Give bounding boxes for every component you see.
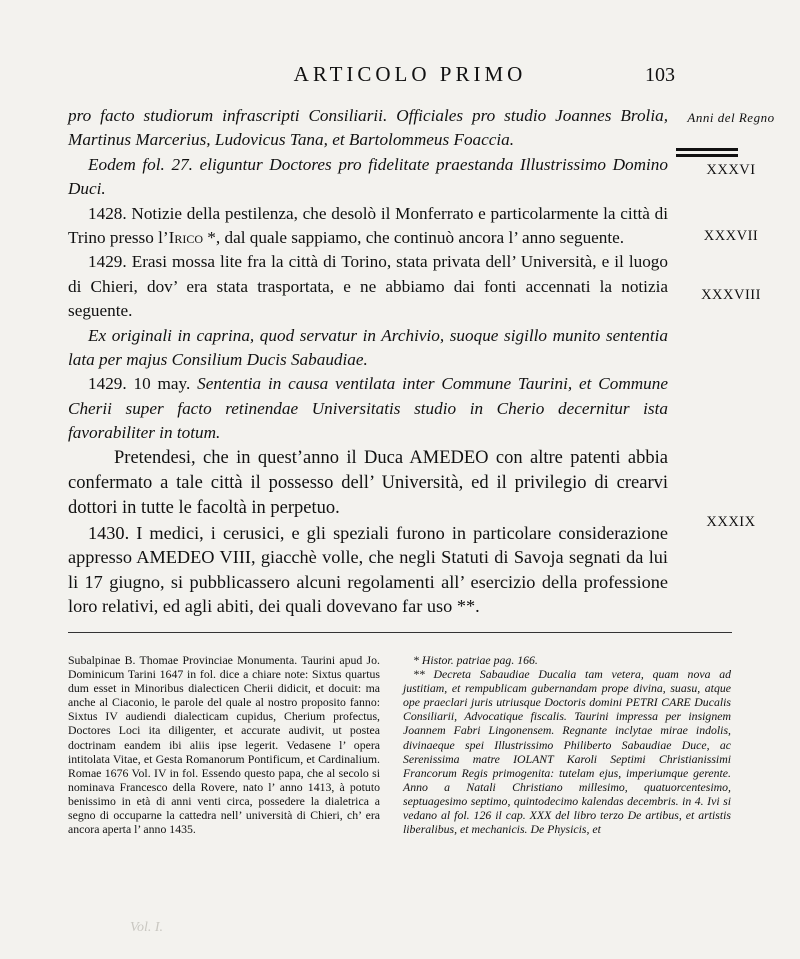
margin-rule — [676, 148, 738, 151]
paragraph-1430: 1430. I medici, i cerusici, e gli speziali furono in particolare considerazione appresso AMEDEO VIII, giacchè volle, che negli Statuti di Savoja segnati da lui li 17 giugno, si pubblicassero alcuni regolamenti all’ esercizio della professione loro relativi, ed agli abiti, dei quali dovevano far uso **. — [68, 522, 668, 617]
date-1429-may: 1429. 10 may. — [88, 374, 198, 394]
paragraph-pretendesi: Pretendesi, che in quest’anno il Duca AMEDEO con altre patenti abbia confermato a tale città il possesso dell’ Università, ed il privilegio di crearvi dottori in tutte le facoltà in perpetuo. — [68, 447, 668, 518]
margin-year-xxxix: XXXIX — [706, 514, 756, 530]
sententia-text: Sententia in causa ventilata inter Commune Taurini, et Commune Cherii super facto retinendae Universitatis studio in Cherio decernitur ista favorabiliter in totum. — [68, 374, 668, 443]
main-text — [68, 104, 668, 619]
paragraph-ex-originali: Ex originali in caprina, quod servatur in Archivio, suoque sigillo munito sententia lata per majus Consilium Ducis Sabaudiae. — [68, 325, 668, 370]
margin-year-xxxvi: XXXVI — [706, 162, 756, 178]
margin-heading: Anni del Regno — [687, 110, 775, 125]
page-number: 103 — [645, 64, 675, 86]
paragraph-1429-may — [68, 372, 668, 445]
paragraph-officiales: pro facto studiorum infrascripti Consiliarii. Officiales pro studio Joannes Brolia, Martinus Marcerius, Ludovicus Tana, et Bartolommeus Foaccia. — [68, 106, 668, 150]
footnote-left-text: Subalpinae B. Thomae Provinciae Monumenta. Taurini apud Jo. Dominicum Tarini 1647 in fol. dice a chiare note: Sixtus quartus dum esset in Minoribus dialecticen Cherii didicit, et docuit: ma anche al Ciaconio, le parole del quale al nostro proposito fanno: Sixtus IV audiendi dialecticam cupidus, Cherium profectus, Doctores Loci ita diligenter, et accurate audivit, ut postea doctrinam eandem ibi aliis ipse legerit. Vedasene l’ opera intitolata Vitae, et Gesta Romanorum Pontificum, et Cardinalium. Romae 1676 Vol. IV in fol. Essendo questo papa, che al secolo si nominava Francesco della Rovere, nato l’ anno 1413, à potuto benissimo in età di anni venti circa, possedere la dialetrica a segno di occuparne la cattedra nell’ università di Chieri, ch’ era ancora aperta l’ anno 1435. — [68, 653, 380, 837]
footnote-left-column — [68, 653, 380, 836]
paragraph-1428-text-b: *, dal quale sappiamo, che continuò ancora l’ anno seguente. — [203, 228, 625, 248]
footnote-rule — [68, 632, 732, 633]
footnote-right-column — [403, 653, 731, 836]
paragraph-1429: 1429. Erasi mossa lite fra la città di Torino, stata privata dell’ Università, e il luogo di Chieri, dov’ era stata trasportata, e ne abbiamo dai fonti accennati la notizia seguente. — [68, 252, 668, 321]
running-header: ARTICOLO PRIMO — [293, 62, 527, 86]
paragraph-1428 — [68, 202, 668, 251]
footnote-decreta: ** Decreta Sabaudiae Ducalia tam vetera, quam nova ad justitiam, et rempublicam gubernandam prope divina, suasu, atque ope praeclari juris utriusque Doctoris domini PETRI CARE Ducalis Consiliarii, Advocatique fiscalis. Taurini impressa per insignem Joannem Fabri Lingonensem. Regnante inclytae mirae indolis, divinaeque spei Illustrissimo Philiberto Sabaudiae Duce, ac Serenissima matre IOLANT Karoli Septimi Christianissimi Francorum Regis primogenita: tutelam ejus, imperiumque gerente. Anno a Natali Christiano millesimo, quatuorcentesimo, septuagesimo septimo, quintodecimo kalendas decembris. in 4. Ivi si vedano al fol. 126 il cap. XXX del libro terzo De artibus, et artistis liberalibus, et mechanicis. De Physicis, et — [403, 667, 731, 837]
signature-mark: Vol. I. — [130, 920, 164, 935]
footnote-histor: * Histor. patriae pag. 166. — [413, 653, 538, 667]
margin-year-xxxviii: XXXVIII — [701, 287, 761, 303]
paragraph-1428-text-a: 1428. Notizie della pestilenza, che desolò il Monferrato e particolarmente la città di Trino presso l’ — [68, 203, 668, 248]
margin-year-xxxvii: XXXVII — [703, 228, 759, 244]
paragraph-eodem: Eodem fol. 27. eliguntur Doctores pro fidelitate praestanda Illustrissimo Domino Duci. — [68, 154, 668, 199]
margin-rule — [676, 154, 738, 157]
irico-reference: Irico — [168, 228, 203, 248]
